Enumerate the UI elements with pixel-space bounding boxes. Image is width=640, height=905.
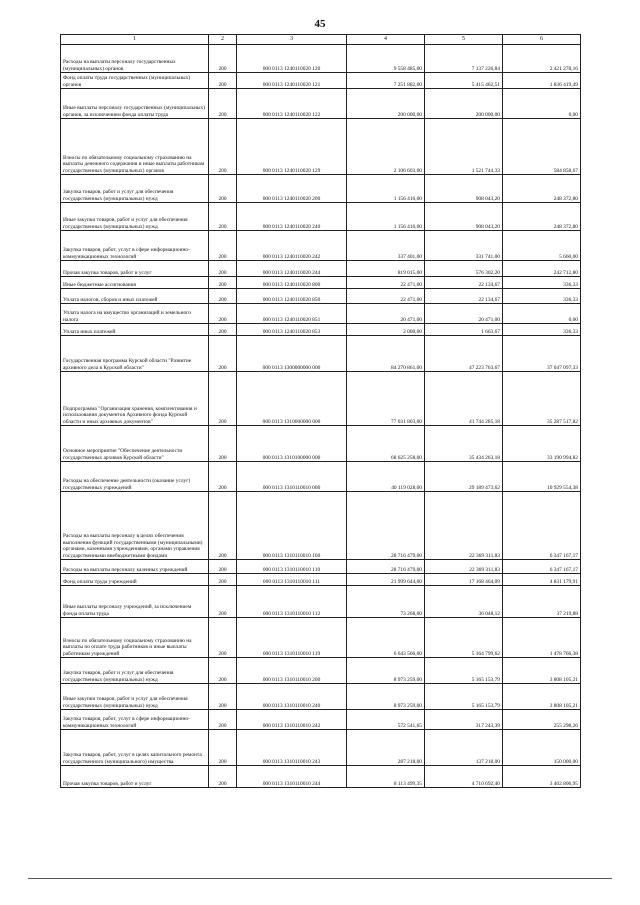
row-approved-amount: 73 268,00 — [347, 586, 425, 618]
row-approved-amount: 21 999 644,00 — [347, 574, 425, 586]
row-executed-amount: 5 415 462,51 — [425, 73, 503, 89]
row-name: Расходы на выплаты персоналу в целях обеспечения выполнения функций государственными (муниципальными) органами, казенными учреждениями, органами управления государственными внебюджетными фондами — [61, 492, 209, 560]
col-header-5: 5 — [425, 35, 503, 45]
col-header-3: 3 — [237, 35, 347, 45]
table-row — [61, 261, 581, 277]
row-name: Основное мероприятие "Обеспечение деятельности государственных архивов Курской области" — [61, 426, 209, 462]
row-remaining-amount: 5 660,00 — [503, 231, 581, 261]
row-approved-amount: 20 471,00 — [347, 304, 425, 324]
row-classification: 000 0113 1240110020 120 — [237, 45, 347, 73]
table-row — [61, 89, 581, 119]
table-row — [61, 73, 581, 89]
row-approved-amount: 68 625 258,00 — [347, 426, 425, 462]
row-remaining-amount: 248 372,80 — [503, 175, 581, 203]
row-code: 200 — [209, 710, 237, 730]
row-classification: 000 0113 1240110020 851 — [237, 304, 347, 324]
row-remaining-amount: 2 421 278,16 — [503, 45, 581, 73]
row-approved-amount: 8 973 259,00 — [347, 658, 425, 684]
row-classification: 000 0113 1240110020 800 — [237, 277, 347, 289]
row-classification: 000 0113 1240110020 240 — [237, 203, 347, 231]
row-remaining-amount: 584 858,67 — [503, 119, 581, 175]
row-approved-amount: 9 558 485,00 — [347, 45, 425, 73]
table-row — [61, 766, 581, 788]
row-executed-amount: 1 663,67 — [425, 324, 503, 336]
row-remaining-amount: 6 347 167,17 — [503, 560, 581, 574]
row-executed-amount: 7 137 226,84 — [425, 45, 503, 73]
col-header-1: 1 — [61, 35, 209, 45]
row-classification: 000 0113 1240110020 121 — [237, 73, 347, 89]
row-classification: 000 0113 1310100000 000 — [237, 426, 347, 462]
table-row — [61, 658, 581, 684]
row-name: Иные закупки товаров, работ и услуг для обеспечения государственных (муниципальных) нужд — [61, 203, 209, 231]
row-code: 200 — [209, 730, 237, 766]
row-executed-amount: 137 218,00 — [425, 730, 503, 766]
row-approved-amount: 28 716 479,00 — [347, 560, 425, 574]
row-name: Расходы на выплаты персоналу казенных учреждений — [61, 560, 209, 574]
row-code: 200 — [209, 336, 237, 372]
row-remaining-amount: 3 808 105,21 — [503, 684, 581, 710]
table-row — [61, 730, 581, 766]
row-code: 200 — [209, 684, 237, 710]
row-executed-amount: 22 134,67 — [425, 277, 503, 289]
row-executed-amount: 200 000,00 — [425, 89, 503, 119]
row-remaining-amount: 336,33 — [503, 289, 581, 304]
table-row — [61, 492, 581, 560]
row-remaining-amount: 6 347 167,17 — [503, 492, 581, 560]
row-executed-amount: 41 744 285,18 — [425, 372, 503, 426]
row-code: 200 — [209, 426, 237, 462]
row-remaining-amount: 255 298,26 — [503, 710, 581, 730]
row-approved-amount: 337 401,00 — [347, 231, 425, 261]
row-name: Фонд оплаты труда учреждений — [61, 574, 209, 586]
row-executed-amount: 20 471,00 — [425, 304, 503, 324]
row-executed-amount: 576 302,20 — [425, 261, 503, 277]
row-classification: 000 0113 1310110010 242 — [237, 710, 347, 730]
table-row — [61, 324, 581, 336]
row-classification: 000 0113 1300000000 000 — [237, 336, 347, 372]
row-name: Расходы на выплаты персоналу государственных (муниципальных) органов — [61, 45, 209, 73]
row-remaining-amount: 1 478 766,38 — [503, 618, 581, 658]
row-executed-amount: 5 165 153,79 — [425, 658, 503, 684]
row-remaining-amount: 0,00 — [503, 89, 581, 119]
row-remaining-amount: 4 831 179,91 — [503, 574, 581, 586]
row-code: 200 — [209, 324, 237, 336]
row-remaining-amount: 248 372,80 — [503, 203, 581, 231]
row-name: Прочая закупка товаров, работ и услуг — [61, 261, 209, 277]
row-approved-amount: 6 643 566,00 — [347, 618, 425, 658]
row-remaining-amount: 33 190 994,82 — [503, 426, 581, 462]
table-row — [61, 231, 581, 261]
row-remaining-amount: 0,00 — [503, 304, 581, 324]
budget-table — [60, 34, 581, 788]
row-name: Иные выплаты персоналу государственных (муниципальных) органов, за исключением фонда оплаты труда — [61, 89, 209, 119]
row-executed-amount: 29 189 473,62 — [425, 462, 503, 492]
row-code: 200 — [209, 119, 237, 175]
table-row — [61, 586, 581, 618]
row-approved-amount: 28 716 479,00 — [347, 492, 425, 560]
row-code: 200 — [209, 261, 237, 277]
table-row — [61, 277, 581, 289]
row-classification: 000 0113 1240110020 129 — [237, 119, 347, 175]
row-code: 200 — [209, 492, 237, 560]
row-approved-amount: 572 541,65 — [347, 710, 425, 730]
row-name: Взносы по обязательному социальному страхованию на выплаты по оплате труда работников и иные выплаты работникам учреждений — [61, 618, 209, 658]
row-executed-amount: 4 710 692,40 — [425, 766, 503, 788]
row-name: Уплата налога на имущество организаций и земельного налога — [61, 304, 209, 324]
row-approved-amount: 1 156 416,00 — [347, 175, 425, 203]
row-code: 200 — [209, 372, 237, 426]
row-classification: 000 0113 1240110020 200 — [237, 175, 347, 203]
row-code: 200 — [209, 574, 237, 586]
row-code: 200 — [209, 658, 237, 684]
row-classification: 000 0113 1240110020 853 — [237, 324, 347, 336]
table-row — [61, 574, 581, 586]
row-name: Закупка товаров, работ, услуг в сфере информационно-коммуникационных технологий — [61, 710, 209, 730]
row-code: 200 — [209, 89, 237, 119]
table-row — [61, 710, 581, 730]
row-classification: 000 0113 1310110010 243 — [237, 730, 347, 766]
row-name: Подпрограмма "Организация хранения, комплектования и использования документов Архивного фонда Курской области и иных архивных документов" — [61, 372, 209, 426]
row-code: 200 — [209, 277, 237, 289]
row-code: 200 — [209, 766, 237, 788]
row-approved-amount: 22 471,00 — [347, 277, 425, 289]
row-code: 200 — [209, 73, 237, 89]
table-row — [61, 119, 581, 175]
row-executed-amount: 317 243,39 — [425, 710, 503, 730]
page-number: 45 — [314, 18, 326, 30]
row-name: Иные закупки товаров, работ и услуг для обеспечения государственных (муниципальных) нужд — [61, 684, 209, 710]
row-classification: 000 0113 1310110010 119 — [237, 618, 347, 658]
row-classification: 000 0113 1310110010 111 — [237, 574, 347, 586]
row-classification: 000 0113 1240110020 244 — [237, 261, 347, 277]
row-executed-amount: 1 521 744,33 — [425, 119, 503, 175]
row-name: Уплата иных платежей — [61, 324, 209, 336]
row-code: 200 — [209, 618, 237, 658]
row-classification: 000 0113 1310110010 110 — [237, 560, 347, 574]
row-classification: 000 0113 1310110010 200 — [237, 658, 347, 684]
row-classification: 000 0113 1240110020 242 — [237, 231, 347, 261]
row-executed-amount: 36 048,12 — [425, 586, 503, 618]
row-approved-amount: 819 015,00 — [347, 261, 425, 277]
table-row — [61, 372, 581, 426]
row-name: Взносы по обязательному социальному страхованию на выплаты денежного содержания и иные выплаты работникам государственных (муниципальных) органов — [61, 119, 209, 175]
table-row — [61, 304, 581, 324]
row-name: Иные выплаты персоналу учреждений, за исключением фонда оплаты труда — [61, 586, 209, 618]
row-classification: 000 0113 1240110020 850 — [237, 289, 347, 304]
row-executed-amount: 35 434 263,18 — [425, 426, 503, 462]
row-name: Фонд оплаты труда государственных (муниципальных) органов — [61, 73, 209, 89]
table-header-row — [61, 35, 581, 45]
col-header-6: 6 — [503, 35, 581, 45]
row-executed-amount: 22 134,67 — [425, 289, 503, 304]
row-name: Закупка товаров, работ, услуг в сфере информационно-коммуникационных технологий — [61, 231, 209, 261]
row-executed-amount: 5 165 153,79 — [425, 684, 503, 710]
table-row — [61, 684, 581, 710]
row-code: 200 — [209, 45, 237, 73]
row-remaining-amount: 242 712,80 — [503, 261, 581, 277]
table-row — [61, 618, 581, 658]
row-classification: 000 0113 1310000000 000 — [237, 372, 347, 426]
col-header-4: 4 — [347, 35, 425, 45]
row-approved-amount: 2 106 603,00 — [347, 119, 425, 175]
row-name: Иные бюджетные ассигнования — [61, 277, 209, 289]
row-classification: 000 0113 1240110020 122 — [237, 89, 347, 119]
table-row — [61, 45, 581, 73]
row-classification: 000 0113 1310110010 112 — [237, 586, 347, 618]
row-executed-amount: 5 164 799,62 — [425, 618, 503, 658]
table-row — [61, 175, 581, 203]
row-approved-amount: 77 031 803,00 — [347, 372, 425, 426]
row-executed-amount: 331 741,00 — [425, 231, 503, 261]
col-header-2: 2 — [209, 35, 237, 45]
row-executed-amount: 22 369 311,83 — [425, 560, 503, 574]
row-executed-amount: 908 043,20 — [425, 203, 503, 231]
row-remaining-amount: 1 836 419,49 — [503, 73, 581, 89]
row-code: 200 — [209, 231, 237, 261]
row-code: 200 — [209, 586, 237, 618]
row-remaining-amount: 336,33 — [503, 277, 581, 289]
row-approved-amount: 22 471,00 — [347, 289, 425, 304]
row-name: Закупка товаров, работ и услуг для обеспечения государственных (муниципальных) нужд — [61, 175, 209, 203]
row-remaining-amount: 37 219,88 — [503, 586, 581, 618]
row-remaining-amount: 35 287 517,82 — [503, 372, 581, 426]
row-code: 200 — [209, 175, 237, 203]
row-classification: 000 0113 1310110010 244 — [237, 766, 347, 788]
row-code: 200 — [209, 203, 237, 231]
row-code: 200 — [209, 304, 237, 324]
row-remaining-amount: 150 000,00 — [503, 730, 581, 766]
table-row — [61, 336, 581, 372]
row-name: Закупка товаров, работ, услуг в целях капитального ремонта государственного (муниципального) имущества — [61, 730, 209, 766]
row-remaining-amount: 336,33 — [503, 324, 581, 336]
row-executed-amount: 22 369 311,83 — [425, 492, 503, 560]
table-row — [61, 426, 581, 462]
footer-rule — [28, 878, 612, 879]
row-classification: 000 0113 1310110010 000 — [237, 462, 347, 492]
row-code: 200 — [209, 462, 237, 492]
row-approved-amount: 2 000,00 — [347, 324, 425, 336]
row-name: Расходы на обеспечение деятельности (оказание услуг) государственных учреждений — [61, 462, 209, 492]
row-approved-amount: 1 156 416,00 — [347, 203, 425, 231]
row-name: Закупка товаров, работ и услуг для обеспечения государственных (муниципальных) нужд — [61, 658, 209, 684]
row-executed-amount: 17 168 464,09 — [425, 574, 503, 586]
row-approved-amount: 7 251 882,00 — [347, 73, 425, 89]
row-classification: 000 0113 1310110010 240 — [237, 684, 347, 710]
table-row — [61, 289, 581, 304]
row-approved-amount: 84 270 861,00 — [347, 336, 425, 372]
table-row — [61, 203, 581, 231]
table-row — [61, 462, 581, 492]
row-code: 200 — [209, 560, 237, 574]
row-approved-amount: 8 973 259,00 — [347, 684, 425, 710]
row-remaining-amount: 10 929 554,38 — [503, 462, 581, 492]
row-remaining-amount: 3 402 806,95 — [503, 766, 581, 788]
row-executed-amount: 47 223 763,67 — [425, 336, 503, 372]
table-row — [61, 560, 581, 574]
row-remaining-amount: 3 808 105,21 — [503, 658, 581, 684]
row-executed-amount: 908 043,20 — [425, 175, 503, 203]
row-name: Государственная программа Курской области "Развитие архивного дела в Курской области" — [61, 336, 209, 372]
row-name: Прочая закупка товаров, работ и услуг — [61, 766, 209, 788]
row-approved-amount: 200 000,00 — [347, 89, 425, 119]
row-name: Уплата налогов, сборов и иных платежей — [61, 289, 209, 304]
row-code: 200 — [209, 289, 237, 304]
row-approved-amount: 8 113 499,35 — [347, 766, 425, 788]
row-approved-amount: 287 218,00 — [347, 730, 425, 766]
row-classification: 000 0113 1310110010 100 — [237, 492, 347, 560]
row-remaining-amount: 37 047 097,33 — [503, 336, 581, 372]
row-approved-amount: 40 119 028,00 — [347, 462, 425, 492]
